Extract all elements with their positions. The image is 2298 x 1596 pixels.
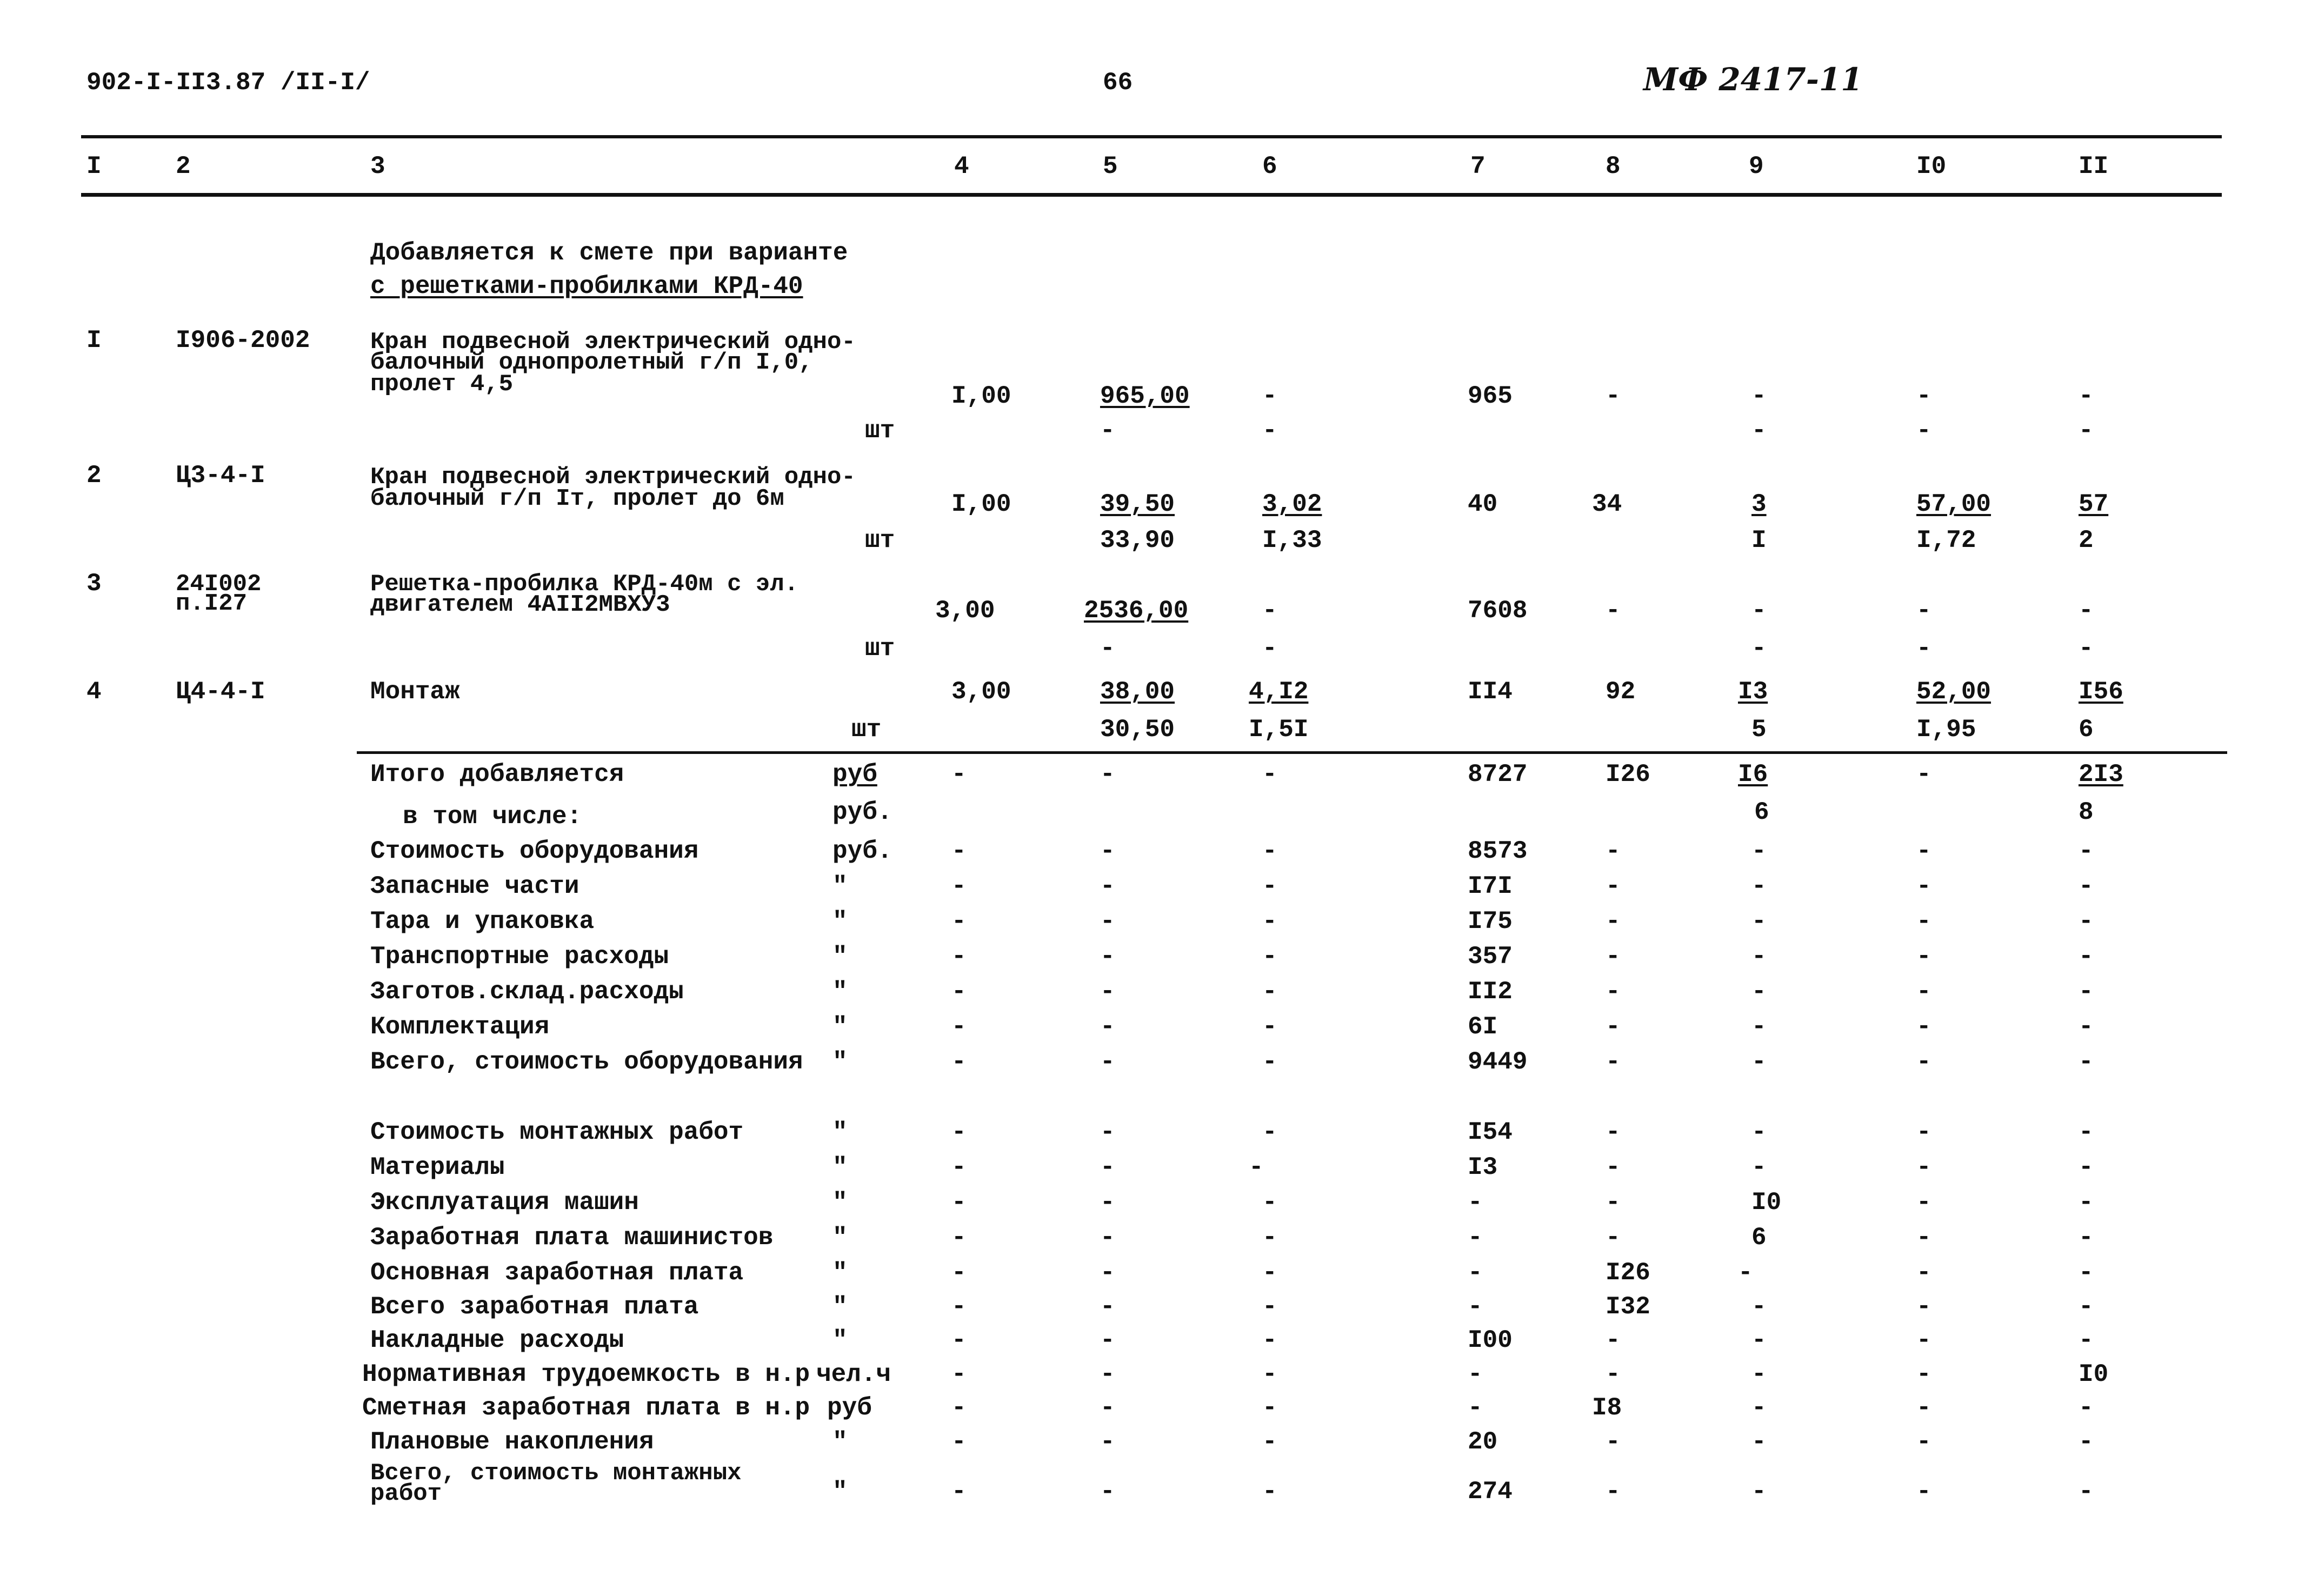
row-number: I (86, 326, 102, 355)
summary-col5: - (1100, 978, 1115, 1006)
summary-col10: - (1916, 1259, 1931, 1287)
summary-col4: - (951, 1326, 967, 1354)
row-col11: - (2079, 382, 2094, 410)
summary-col9: - (1751, 1293, 1767, 1321)
summary-col5: - (1100, 1224, 1115, 1252)
summary-col4: - (951, 1013, 967, 1041)
summary-label: Сметная заработная плата в н.р (362, 1394, 810, 1422)
summary-col10: - (1916, 1188, 1931, 1217)
row-col8: 92 (1606, 678, 1636, 706)
summary-col9: - (1751, 1360, 1767, 1388)
column-header-10: I0 (1916, 152, 1947, 181)
summary-col5: - (1100, 1428, 1115, 1456)
summary-unit: " (832, 1478, 848, 1506)
summary-col6: - (1262, 1360, 1277, 1388)
totals-col6: - (1262, 760, 1277, 789)
row-number: 2 (86, 462, 102, 490)
summary-col8: - (1606, 907, 1621, 936)
document-code: 902-I-II3.87 /II-I/ (86, 69, 370, 97)
row-col9-sub: I (1751, 526, 1767, 555)
summary-col8: - (1606, 1153, 1621, 1181)
summary-col6: - (1262, 1224, 1277, 1252)
summary-col5: - (1100, 1326, 1115, 1354)
summary-col9: - (1751, 1394, 1767, 1422)
row-name-line-1: Кран подвесной электрический одно- (370, 329, 856, 356)
summary-col9: - (1751, 943, 1767, 971)
row-col10-sub: - (1916, 635, 1931, 663)
summary-col8: I8 (1592, 1394, 1622, 1422)
summary-col4: - (951, 1360, 967, 1388)
summary-unit: " (832, 978, 848, 1006)
summary-col10: - (1916, 907, 1931, 936)
row-number: 4 (86, 678, 102, 706)
column-header-9: 9 (1749, 152, 1764, 181)
column-header-2: 2 (176, 152, 191, 181)
summary-col10: - (1916, 978, 1931, 1006)
page-number: 66 (1103, 69, 1133, 97)
row-total: 7608 (1468, 597, 1528, 625)
summary-col8: - (1606, 943, 1621, 971)
summary-col10: - (1916, 1153, 1931, 1181)
row-price: 38,00 (1100, 678, 1175, 706)
summary-col8: - (1606, 1360, 1621, 1388)
row-price: 965,00 (1100, 382, 1190, 410)
summary-col8: - (1606, 837, 1621, 865)
row-price-sub: - (1100, 417, 1115, 445)
row-code: Ц4-4-I (176, 678, 265, 706)
summary-col9: - (1751, 872, 1767, 900)
summary-col10: - (1916, 1478, 1931, 1506)
summary-col8: - (1606, 1428, 1621, 1456)
row-col9-sub: - (1751, 635, 1767, 663)
summary-col4: - (951, 978, 967, 1006)
summary-col6: - (1262, 1259, 1277, 1287)
summary-col5: - (1100, 1013, 1115, 1041)
summary-col8: - (1606, 1188, 1621, 1217)
summary-col5: - (1100, 1259, 1115, 1287)
row-qty: 3,00 (935, 597, 995, 625)
summary-col5: - (1100, 1394, 1115, 1422)
totals-col11: 2I3 (2079, 760, 2123, 789)
summary-label: Комплектация (370, 1013, 550, 1041)
summary-col8: - (1606, 978, 1621, 1006)
summary-col9: - (1751, 1478, 1767, 1506)
summary-col7: 357 (1468, 943, 1513, 971)
totals-col7: 8727 (1468, 760, 1528, 789)
row-col10: 52,00 (1916, 678, 1991, 706)
summary-label: Накладные расходы (370, 1326, 624, 1354)
row-col9: - (1751, 382, 1767, 410)
summary-col11: - (2079, 978, 2094, 1006)
row-col10-sub: - (1916, 417, 1931, 445)
summary-unit: " (832, 1293, 848, 1321)
row-col10: 57,00 (1916, 490, 1991, 518)
row-price: 39,50 (1100, 490, 1175, 518)
row-code: Ц3-4-I (176, 462, 265, 490)
row-code: 24I002 (176, 571, 262, 598)
summary-unit: " (832, 1326, 848, 1354)
summary-col9: - (1751, 978, 1767, 1006)
summary-col7: I75 (1468, 907, 1513, 936)
row-name-line-2: балочный однопролетный г/п I,0, (370, 349, 813, 376)
summary-col4: - (951, 943, 967, 971)
summary-col11: - (2079, 1118, 2094, 1146)
row-qty: 3,00 (951, 678, 1011, 706)
row-wage-sub: - (1262, 635, 1277, 663)
summary-label-line-2: работ (370, 1480, 442, 1507)
row-col9: 3 (1751, 490, 1767, 518)
row-name-line-1: Монтаж (370, 678, 460, 706)
summary-col11: - (2079, 837, 2094, 865)
column-header-3: 3 (370, 152, 385, 181)
row-col11-sub: - (2079, 417, 2094, 445)
summary-unit: " (832, 1224, 848, 1252)
row-col10: - (1916, 382, 1931, 410)
summary-col5: - (1100, 1360, 1115, 1388)
row-name-line-1: Решетка-пробилка КРД-40м с эл. (370, 571, 799, 598)
summary-unit: " (832, 1118, 848, 1146)
summary-col10: - (1916, 1118, 1931, 1146)
row-col10-sub: I,72 (1916, 526, 1976, 555)
summary-col5: - (1100, 872, 1115, 900)
summary-col6: - (1262, 978, 1277, 1006)
summary-col11: - (2079, 1048, 2094, 1076)
totals-unit: руб (832, 760, 877, 789)
row-price-sub: 30,50 (1100, 716, 1175, 744)
row-col11: I56 (2079, 678, 2123, 706)
summary-label: Стоимость оборудования (370, 837, 699, 865)
summary-col8: - (1606, 1478, 1621, 1506)
row-col9: I3 (1738, 678, 1768, 706)
summary-col10: - (1916, 837, 1931, 865)
summary-col6: - (1262, 1013, 1277, 1041)
summary-col10: - (1916, 872, 1931, 900)
summary-col11: - (2079, 1188, 2094, 1217)
summary-col4: - (951, 1394, 967, 1422)
row-unit: шт (851, 716, 882, 744)
summary-col7: - (1468, 1188, 1483, 1217)
summary-col8: I32 (1606, 1293, 1650, 1321)
totals-col4: - (951, 760, 967, 789)
row-code: I906-2002 (176, 326, 310, 355)
summary-col7: I00 (1468, 1326, 1513, 1354)
summary-col6: - (1262, 907, 1277, 936)
column-header-4: 4 (954, 152, 969, 181)
summary-label: Всего заработная плата (370, 1293, 699, 1321)
summary-col6: - (1262, 943, 1277, 971)
summary-col10: - (1916, 1428, 1931, 1456)
row-number: 3 (86, 570, 102, 598)
summary-unit: " (832, 1013, 848, 1041)
row-name-line-2: двигателем 4АII2МВХУ3 (370, 591, 670, 618)
including-label: в том числе: (403, 803, 582, 831)
summary-col4: - (951, 1118, 967, 1146)
summary-label: Заработная плата машинистов (370, 1224, 774, 1252)
summary-col9: - (1738, 1259, 1753, 1287)
totals-col9: I6 (1738, 760, 1768, 789)
row-unit: шт (865, 417, 895, 445)
summary-label: Транспортные расходы (370, 943, 669, 971)
summary-col7: I54 (1468, 1118, 1513, 1146)
summary-col7: - (1468, 1259, 1483, 1287)
summary-col8: - (1606, 1326, 1621, 1354)
header-rule-bottom (81, 193, 2222, 197)
summary-col4: - (951, 907, 967, 936)
summary-col5: - (1100, 1048, 1115, 1076)
summary-unit: " (832, 943, 848, 971)
summary-col11: - (2079, 1259, 2094, 1287)
summary-col11: - (2079, 1153, 2094, 1181)
summary-col5: - (1100, 1293, 1115, 1321)
summary-col6: - (1262, 1394, 1277, 1422)
row-wage-sub: I,33 (1262, 526, 1322, 555)
summary-col7: II2 (1468, 978, 1513, 1006)
row-col11: - (2079, 597, 2094, 625)
summary-col9: - (1751, 1153, 1767, 1181)
summary-col8: - (1606, 1224, 1621, 1252)
summary-col11: I0 (2079, 1360, 2109, 1388)
column-header-11: II (2079, 152, 2109, 181)
summary-col11: - (2079, 1293, 2094, 1321)
row-price-sub: - (1100, 635, 1115, 663)
summary-col11: - (2079, 1394, 2094, 1422)
summary-col5: - (1100, 943, 1115, 971)
summary-col6: - (1262, 872, 1277, 900)
summary-col8: - (1606, 872, 1621, 900)
summary-col9: I0 (1751, 1188, 1782, 1217)
summary-unit: " (832, 872, 848, 900)
summary-label: Заготов.склад.расходы (370, 978, 684, 1006)
summary-col10: - (1916, 943, 1931, 971)
summary-unit: " (832, 1188, 848, 1217)
summary-col4: - (951, 1048, 967, 1076)
summary-unit: " (832, 1259, 848, 1287)
summary-label: Всего, стоимость оборудования (370, 1048, 803, 1076)
summary-col10: - (1916, 1013, 1931, 1041)
row-name-line-3: пролет 4,5 (370, 371, 514, 398)
row-col8: 34 (1592, 490, 1622, 518)
row-col11-sub: - (2079, 635, 2094, 663)
summary-unit: " (832, 1048, 848, 1076)
summary-unit: руб. (832, 837, 892, 865)
row-col9-sub: - (1751, 417, 1767, 445)
summary-label: Плановые накопления (370, 1428, 654, 1456)
row-col11-sub: 2 (2079, 526, 2094, 555)
summary-col11: - (2079, 1478, 2094, 1506)
summary-col10: - (1916, 1224, 1931, 1252)
column-header-6: 6 (1262, 152, 1277, 181)
row-wage: - (1262, 382, 1277, 410)
summary-col9: - (1751, 1118, 1767, 1146)
summary-col11: - (2079, 1013, 2094, 1041)
row-col11-sub: 6 (2079, 716, 2094, 744)
summary-col7: 8573 (1468, 837, 1528, 865)
row-price-sub: 33,90 (1100, 526, 1175, 555)
summary-label: Нормативная трудоемкость в н.р (362, 1360, 810, 1388)
row-name-line-2: балочный г/п Iт, пролет до 6м (370, 485, 784, 512)
summary-col4: - (951, 1188, 967, 1217)
summary-col9: - (1751, 1326, 1767, 1354)
row-qty: I,00 (951, 382, 1011, 410)
summary-col7: 9449 (1468, 1048, 1528, 1076)
summary-unit: " (832, 1428, 848, 1456)
archive-stamp: МФ 2417-11 (1643, 61, 1863, 98)
row-col11: 57 (2079, 490, 2109, 518)
summary-col11: - (2079, 943, 2094, 971)
summary-col7: 20 (1468, 1428, 1498, 1456)
row-price: 2536,00 (1084, 597, 1189, 625)
summary-col7: - (1468, 1360, 1483, 1388)
summary-col4: - (951, 1259, 967, 1287)
summary-col11: - (2079, 1326, 2094, 1354)
summary-col10: - (1916, 1394, 1931, 1422)
summary-col6: - (1262, 1048, 1277, 1076)
summary-col7: 6I (1468, 1013, 1498, 1041)
summary-col5: - (1100, 1118, 1115, 1146)
header-rule-top (81, 135, 2222, 138)
summary-col10: - (1916, 1360, 1931, 1388)
intro-line-2: с решетками-пробилками КРД-40 (370, 272, 803, 300)
including-unit: руб. (832, 798, 892, 826)
summary-col4: - (951, 1478, 967, 1506)
summary-col5: - (1100, 1153, 1115, 1181)
row-unit: шт (865, 635, 895, 663)
summary-label: Материалы (370, 1153, 505, 1181)
summary-col9: 6 (1751, 1224, 1767, 1252)
summary-col6: - (1262, 1326, 1277, 1354)
summary-col9: - (1751, 1013, 1767, 1041)
summary-col4: - (951, 1428, 967, 1456)
row-col10: - (1916, 597, 1931, 625)
row-wage: 3,02 (1262, 490, 1322, 518)
column-header-1: I (86, 152, 102, 181)
summary-col11: - (2079, 1224, 2094, 1252)
summary-col7: 274 (1468, 1478, 1513, 1506)
row-unit: шт (865, 526, 895, 555)
totals-col8: I26 (1606, 760, 1650, 789)
summary-col7: - (1468, 1293, 1483, 1321)
summary-col4: - (951, 872, 967, 900)
row-total: II4 (1468, 678, 1513, 706)
summary-label: Основная заработная плата (370, 1259, 744, 1287)
row-col9: - (1751, 597, 1767, 625)
row-code-line-2: п.I27 (176, 590, 248, 617)
summary-col9: - (1751, 1428, 1767, 1456)
totals-label: Итого добавляется (370, 760, 624, 789)
summary-col8: - (1606, 1118, 1621, 1146)
totals-col9-sub: 6 (1754, 798, 1769, 826)
row-col10-sub: I,95 (1916, 716, 1976, 744)
summary-col6: - (1262, 1478, 1277, 1506)
row-wage-sub: I,5I (1249, 716, 1309, 744)
summary-col7: - (1468, 1394, 1483, 1422)
summary-col5: - (1100, 1478, 1115, 1506)
summary-unit: чел.ч (816, 1360, 891, 1388)
summary-col5: - (1100, 837, 1115, 865)
summary-col8: - (1606, 1013, 1621, 1041)
row-wage: 4,I2 (1249, 678, 1309, 706)
column-header-7: 7 (1470, 152, 1486, 181)
row-col8: - (1606, 382, 1621, 410)
totals-col11-sub: 8 (2079, 798, 2094, 826)
column-header-5: 5 (1103, 152, 1118, 181)
summary-col5: - (1100, 907, 1115, 936)
summary-col7: I7I (1468, 872, 1513, 900)
totals-col5: - (1100, 760, 1115, 789)
totals-col10: - (1916, 760, 1931, 789)
row-wage: - (1262, 597, 1277, 625)
summary-label: Эксплуатация машин (370, 1188, 639, 1217)
summary-unit: " (832, 1153, 848, 1181)
summary-col6: - (1262, 1428, 1277, 1456)
row-qty: I,00 (951, 490, 1011, 518)
summary-label: Запасные части (370, 872, 580, 900)
row-wage-sub: - (1262, 417, 1277, 445)
summary-col4: - (951, 1293, 967, 1321)
summary-col11: - (2079, 907, 2094, 936)
summary-col10: - (1916, 1048, 1931, 1076)
column-header-8: 8 (1606, 152, 1621, 181)
summary-col4: - (951, 837, 967, 865)
summary-label: Стоимость монтажных работ (370, 1118, 744, 1146)
summary-label: Всего, стоимость монтажных (370, 1460, 742, 1487)
summary-col7: I3 (1468, 1153, 1498, 1181)
row-total: 965 (1468, 382, 1513, 410)
summary-col8: - (1606, 1048, 1621, 1076)
summary-unit: " (832, 907, 848, 936)
summary-col4: - (951, 1224, 967, 1252)
summary-col11: - (2079, 1428, 2094, 1456)
summary-col6: - (1249, 1153, 1264, 1181)
summary-col6: - (1262, 1293, 1277, 1321)
summary-col9: - (1751, 837, 1767, 865)
summary-col5: - (1100, 1188, 1115, 1217)
summary-col7: - (1468, 1224, 1483, 1252)
summary-col6: - (1262, 837, 1277, 865)
row-name-line-1: Кран подвесной электрический одно- (370, 464, 856, 491)
summary-col11: - (2079, 872, 2094, 900)
row-col8: - (1606, 597, 1621, 625)
summary-label: Тара и упаковка (370, 907, 595, 936)
row-total: 40 (1468, 490, 1498, 518)
summary-col6: - (1262, 1188, 1277, 1217)
row-col9-sub: 5 (1751, 716, 1767, 744)
summary-col4: - (951, 1153, 967, 1181)
summary-col10: - (1916, 1326, 1931, 1354)
summary-unit: руб (827, 1394, 872, 1422)
intro-line-1: Добавляется к смете при варианте (370, 239, 848, 267)
summary-col9: - (1751, 1048, 1767, 1076)
totals-rule (357, 751, 2227, 754)
summary-col9: - (1751, 907, 1767, 936)
summary-col8: I26 (1606, 1259, 1650, 1287)
summary-col6: - (1262, 1118, 1277, 1146)
summary-col10: - (1916, 1293, 1931, 1321)
